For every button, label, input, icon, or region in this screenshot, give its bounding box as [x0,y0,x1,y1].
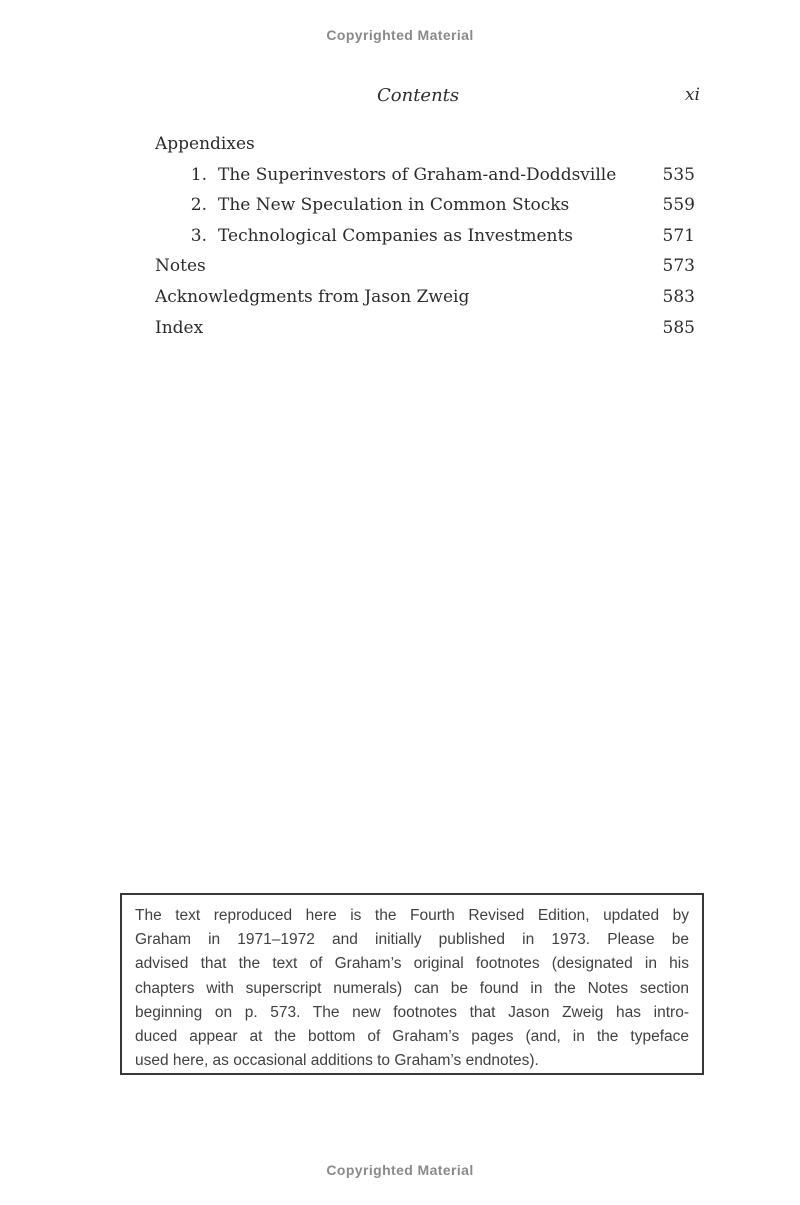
note-line: chapters with superscript numerals) can be found in the Notes section [135,979,689,997]
toc-entry-label: Index [155,317,204,338]
copyright-notice-bottom: Copyrighted Material [326,1162,474,1178]
toc-entry [155,282,695,313]
toc-entry [155,190,695,221]
toc-entry-page: 585 [662,317,695,338]
toc-entry-label: The New Speculation in Common Stocks [218,195,570,216]
toc-entry-label: Acknowledgments from Jason Zweig [155,286,470,307]
note-line: used here, as occasional additions to Graham’s endnotes). [135,1052,539,1070]
toc-entry [155,313,695,344]
note-line: The text reproduced here is the Fourth Revised Edition, updated by [135,907,689,924]
toc-entry-label: Notes [155,256,206,277]
toc-entry-label: The Superinvestors of Graham-and-Doddsville [218,164,617,185]
toc-section-heading [155,129,695,160]
toc-entry-page: 583 [662,286,695,307]
toc-entry-page: 571 [662,225,695,246]
note-line: advised that the text of Graham’s original footnotes (designated in his [135,955,689,973]
toc-entry-page: 535 [662,164,695,185]
publisher-note-box [120,893,704,1075]
toc-entry-page: 559 [662,195,695,216]
toc-entry [155,160,695,191]
table-of-contents [155,129,695,343]
toc-entry-number: 2. [190,195,207,216]
toc-entry-page: 573 [662,256,695,277]
page-title: Contents [377,85,460,106]
note-line: duced appear at the bottom of Graham’s pages (and, in the typeface [135,1027,689,1045]
note-line: beginning on p. 573. The new footnotes that Jason Zweig has intro- [135,1003,689,1021]
toc-section-title: Appendixes [155,134,255,154]
note-line: Graham in 1971–1972 and initially published in 1973. Please be [135,931,689,949]
toc-entry-number: 3. [190,225,207,246]
toc-entry [155,251,695,282]
toc-entry [155,221,695,252]
toc-entry-number: 1. [190,164,207,185]
toc-entry-label: Technological Companies as Investments [218,225,574,246]
page-number-folio: xi [684,85,700,105]
copyright-notice-top: Copyrighted Material [326,27,474,43]
